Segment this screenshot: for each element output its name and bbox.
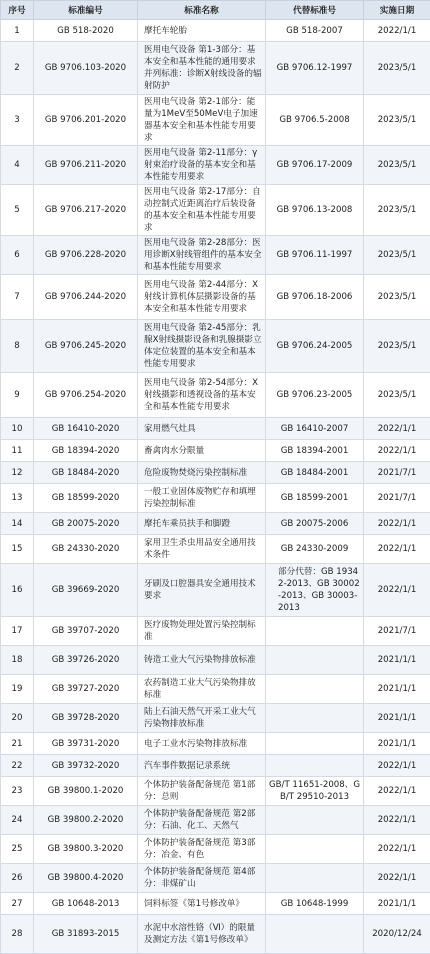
- cell-date: 2021/1/1: [364, 893, 430, 915]
- cell-seq: 4: [1, 146, 34, 185]
- table-row: [1, 755, 430, 777]
- cell-replace: GB 9706.12-1997: [266, 42, 364, 95]
- cell-date: 2021/1/1: [364, 704, 430, 733]
- cell-code: GB 39732-2020: [34, 755, 138, 777]
- cell-date: 2021/7/1: [364, 484, 430, 513]
- cell-name: 摩托车乘员扶手和脚蹬: [138, 513, 266, 535]
- cell-replace: [266, 835, 364, 864]
- cell-code: GB 9706.245-2020: [34, 320, 138, 373]
- table-row: [1, 915, 430, 954]
- cell-replace: GB/T 11651-2008、GB/T 29510-2013: [266, 777, 364, 806]
- cell-replace: [266, 864, 364, 893]
- cell-seq: 9: [1, 373, 34, 418]
- cell-replace: [266, 806, 364, 835]
- cell-date: 2021/1/1: [364, 675, 430, 704]
- cell-date: 2020/12/24: [364, 915, 430, 954]
- cell-code: GB 39800.2-2020: [34, 806, 138, 835]
- cell-date: 2022/1/1: [364, 20, 430, 42]
- cell-seq: 3: [1, 95, 34, 146]
- cell-seq: 17: [1, 617, 34, 646]
- cell-date: 2022/1/1: [364, 777, 430, 806]
- cell-seq: 19: [1, 675, 34, 704]
- cell-date: 2023/5/1: [364, 42, 430, 95]
- cell-date: 2023/5/1: [364, 236, 430, 275]
- cell-name: 家用燃气灶具: [138, 418, 266, 440]
- table-row: [1, 440, 430, 462]
- cell-code: GB 39726-2020: [34, 646, 138, 675]
- cell-code: GB 9706.201-2020: [34, 95, 138, 146]
- cell-name: 牙刷及口腔器具安全通用技术要求: [138, 564, 266, 617]
- cell-replace: [266, 646, 364, 675]
- cell-code: GB 18394-2020: [34, 440, 138, 462]
- cell-name: 电子工业水污染物排放标准: [138, 733, 266, 755]
- cell-seq: 7: [1, 275, 34, 320]
- header-seq: 序号: [1, 1, 34, 20]
- cell-code: GB 518-2020: [34, 20, 138, 42]
- cell-code: GB 9706.103-2020: [34, 42, 138, 95]
- cell-date: 2022/1/1: [364, 535, 430, 564]
- cell-code: GB 39728-2020: [34, 704, 138, 733]
- cell-name: 陆上石油天然气开采工业大气污染物排放标准: [138, 704, 266, 733]
- cell-replace: GB 18394-2001: [266, 440, 364, 462]
- table-row: [1, 513, 430, 535]
- cell-code: GB 39800.3-2020: [34, 835, 138, 864]
- table-row: [1, 462, 430, 484]
- cell-code: GB 39669-2020: [34, 564, 138, 617]
- cell-seq: 12: [1, 462, 34, 484]
- table-row: [1, 185, 430, 236]
- cell-code: GB 39800.1-2020: [34, 777, 138, 806]
- table-row: [1, 835, 430, 864]
- cell-date: 2021/1/1: [364, 646, 430, 675]
- cell-code: GB 9706.254-2020: [34, 373, 138, 418]
- cell-replace: GB 9706.18-2006: [266, 275, 364, 320]
- cell-date: 2022/1/1: [364, 440, 430, 462]
- table-row: [1, 275, 430, 320]
- cell-code: GB 39800.4-2020: [34, 864, 138, 893]
- cell-seq: 11: [1, 440, 34, 462]
- cell-code: GB 9706.244-2020: [34, 275, 138, 320]
- cell-replace: 部分代替：GB 19342-2013、GB 30002-2013、GB 30003-2013: [266, 564, 364, 617]
- table-row: [1, 20, 430, 42]
- cell-code: GB 9706.217-2020: [34, 185, 138, 236]
- cell-seq: 20: [1, 704, 34, 733]
- header-name: 标准名称: [138, 1, 266, 20]
- cell-date: 2022/1/1: [364, 864, 430, 893]
- table-row: [1, 535, 430, 564]
- cell-date: 2022/1/1: [364, 418, 430, 440]
- cell-seq: 1: [1, 20, 34, 42]
- cell-seq: 22: [1, 755, 34, 777]
- cell-name: 医用电气设备 第2-28部分：医用诊断X射线管组件的基本安全和基本性能专用要求: [138, 236, 266, 275]
- table-row: [1, 893, 430, 915]
- cell-replace: GB 9706.5-2008: [266, 95, 364, 146]
- cell-name: 医用电气设备 第2-1部分：能量为1MeV至50MeV电子加速器基本安全和基本性能专用要求: [138, 95, 266, 146]
- cell-code: GB 39707-2020: [34, 617, 138, 646]
- cell-name: 畜禽肉水分限量: [138, 440, 266, 462]
- cell-replace: GB 9706.13-2008: [266, 185, 364, 236]
- table-row: [1, 806, 430, 835]
- cell-replace: GB 16410-2007: [266, 418, 364, 440]
- cell-replace: [266, 755, 364, 777]
- cell-seq: 21: [1, 733, 34, 755]
- table-row: [1, 95, 430, 146]
- cell-name: 医用电气设备 第2-54部分：X射线摄影和透视设备的基本安全和基本性能专用要求: [138, 373, 266, 418]
- header-code: 标准编号: [34, 1, 138, 20]
- cell-name: 危险废物焚烧污染控制标准: [138, 462, 266, 484]
- cell-replace: GB 18599-2001: [266, 484, 364, 513]
- cell-date: 2023/5/1: [364, 373, 430, 418]
- cell-seq: 8: [1, 320, 34, 373]
- table-row: [1, 704, 430, 733]
- cell-code: GB 39731-2020: [34, 733, 138, 755]
- cell-seq: 15: [1, 535, 34, 564]
- cell-date: 2022/1/1: [364, 806, 430, 835]
- cell-code: GB 9706.228-2020: [34, 236, 138, 275]
- table-row: [1, 617, 430, 646]
- cell-date: 2022/1/1: [364, 835, 430, 864]
- cell-seq: 13: [1, 484, 34, 513]
- cell-date: 2021/1/1: [364, 733, 430, 755]
- cell-code: GB 16410-2020: [34, 418, 138, 440]
- cell-seq: 27: [1, 893, 34, 915]
- table-row: [1, 236, 430, 275]
- cell-code: GB 18599-2020: [34, 484, 138, 513]
- cell-name: 摩托车轮胎: [138, 20, 266, 42]
- cell-replace: [266, 675, 364, 704]
- cell-code: GB 31893-2015: [34, 915, 138, 954]
- cell-replace: GB 9706.17-2009: [266, 146, 364, 185]
- cell-name: 铸造工业大气污染物排放标准: [138, 646, 266, 675]
- table-row: [1, 320, 430, 373]
- table-row: [1, 864, 430, 893]
- cell-date: 2022/1/1: [364, 564, 430, 617]
- table-row: [1, 373, 430, 418]
- cell-date: 2021/7/1: [364, 617, 430, 646]
- cell-name: 饲料标签《第1号修改单》: [138, 893, 266, 915]
- cell-replace: [266, 617, 364, 646]
- cell-name: 医用电气设备 第2-17部分：自动控制式近距离治疗后装设备的基本安全和基本性能专用要求: [138, 185, 266, 236]
- cell-name: 农药制造工业大气污染物排放标准: [138, 675, 266, 704]
- cell-replace: GB 9706.24-2005: [266, 320, 364, 373]
- cell-date: 2021/7/1: [364, 462, 430, 484]
- table-row: [1, 777, 430, 806]
- cell-code: GB 20075-2020: [34, 513, 138, 535]
- cell-seq: 6: [1, 236, 34, 275]
- cell-name: 医用电气设备 第2-44部分：X射线计算机体层摄影设备的基本安全和基本性能专用要求: [138, 275, 266, 320]
- cell-seq: 25: [1, 835, 34, 864]
- cell-name: 医疗废物处理处置污染控制标准: [138, 617, 266, 646]
- cell-date: 2023/5/1: [364, 146, 430, 185]
- table-row: [1, 484, 430, 513]
- cell-name: 汽车事件数据记录系统: [138, 755, 266, 777]
- cell-seq: 16: [1, 564, 34, 617]
- cell-seq: 26: [1, 864, 34, 893]
- cell-seq: 23: [1, 777, 34, 806]
- cell-name: 个体防护装备配备规范 第4部分：非煤矿山: [138, 864, 266, 893]
- cell-seq: 2: [1, 42, 34, 95]
- cell-date: 2023/5/1: [364, 95, 430, 146]
- header-replace: 代替标准号: [266, 1, 364, 20]
- cell-seq: 14: [1, 513, 34, 535]
- cell-date: 2022/1/1: [364, 513, 430, 535]
- cell-replace: GB 20075-2006: [266, 513, 364, 535]
- cell-code: GB 24330-2020: [34, 535, 138, 564]
- table-row: [1, 146, 430, 185]
- cell-seq: 28: [1, 915, 34, 954]
- table-row: [1, 42, 430, 95]
- cell-date: 2022/1/1: [364, 755, 430, 777]
- cell-name: 医用电气设备 第1-3部分：基本安全和基本性能的通用要求 并列标准：诊断X射线设备的辐射防护: [138, 42, 266, 95]
- cell-replace: [266, 704, 364, 733]
- cell-code: GB 9706.211-2020: [34, 146, 138, 185]
- cell-name: 家用卫生杀虫用品安全通用技术条件: [138, 535, 266, 564]
- cell-name: 一般工业固体废物贮存和填埋污染控制标准: [138, 484, 266, 513]
- cell-name: 个体防护装备配备规范 第2部分：石油、化工、天然气: [138, 806, 266, 835]
- cell-name: 水泥中水溶性铬（Ⅵ）的限量及测定方法《第1号修改单》: [138, 915, 266, 954]
- cell-replace: [266, 733, 364, 755]
- cell-replace: GB 18484-2001: [266, 462, 364, 484]
- cell-replace: GB 10648-1999: [266, 893, 364, 915]
- cell-name: 医用电气设备 第2-45部分：乳腺X射线摄影设备和乳腺摄影立体定位装置的基本安全和基本性能专用要求: [138, 320, 266, 373]
- cell-name: 个体防护装备配备规范 第3部分：冶金、有色: [138, 835, 266, 864]
- cell-code: GB 18484-2020: [34, 462, 138, 484]
- cell-replace: [266, 915, 364, 954]
- table-row: [1, 418, 430, 440]
- cell-date: 2023/5/1: [364, 320, 430, 373]
- cell-name: 个体防护装备配备规范 第1部分：总则: [138, 777, 266, 806]
- cell-date: 2023/5/1: [364, 275, 430, 320]
- cell-replace: GB 9706.11-1997: [266, 236, 364, 275]
- cell-name: 医用电气设备 第2-11部分：γ射束治疗设备的基本安全和基本性能专用要求: [138, 146, 266, 185]
- table-row: [1, 564, 430, 617]
- header-row: [1, 1, 430, 20]
- cell-date: 2023/5/1: [364, 185, 430, 236]
- cell-seq: 5: [1, 185, 34, 236]
- cell-code: GB 10648-2013: [34, 893, 138, 915]
- table-row: [1, 733, 430, 755]
- cell-seq: 24: [1, 806, 34, 835]
- cell-replace: GB 9706.23-2005: [266, 373, 364, 418]
- cell-code: GB 39727-2020: [34, 675, 138, 704]
- header-date: 实施日期: [364, 1, 430, 20]
- cell-seq: 18: [1, 646, 34, 675]
- table-row: [1, 646, 430, 675]
- cell-seq: 10: [1, 418, 34, 440]
- cell-replace: GB 518-2007: [266, 20, 364, 42]
- table-row: [1, 675, 430, 704]
- cell-replace: GB 24330-2009: [266, 535, 364, 564]
